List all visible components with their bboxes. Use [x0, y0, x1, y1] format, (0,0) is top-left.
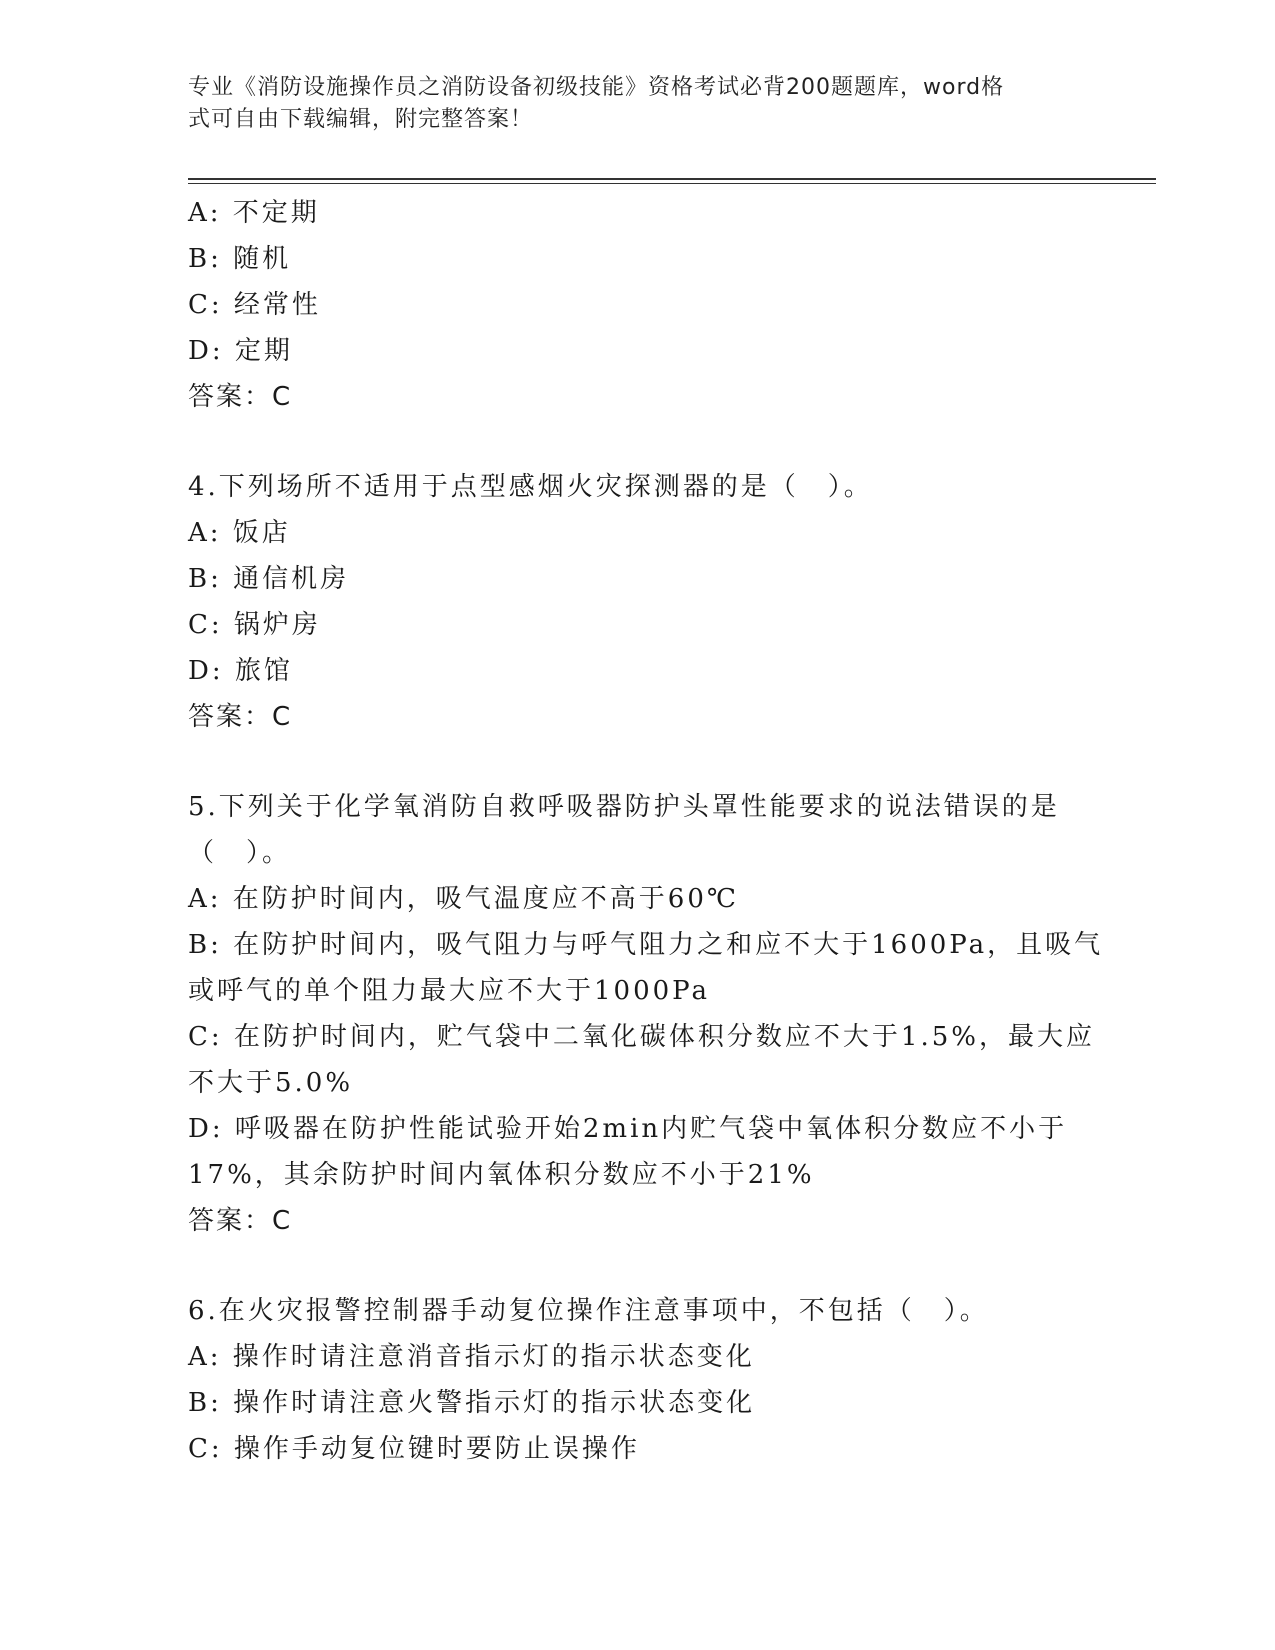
- q5-option-c-line-1: C: 在防护时间内，贮气袋中二氧化碳体积分数应不大于1.5%，最大应: [188, 1022, 1095, 1052]
- q4-option-a: A: 饭店: [188, 518, 291, 548]
- question-3: [188, 190, 1088, 420]
- q5-option-d-line-1: D: 呼吸器在防护性能试验开始2min内贮气袋中氧体积分数应不小于: [188, 1114, 1068, 1144]
- q3-option-c: C: 经常性: [188, 290, 321, 320]
- question-6: [188, 1288, 1088, 1472]
- q5-option-a: A: 在防护时间内，吸气温度应不高于60℃: [188, 884, 739, 914]
- q5-option-c-line-2: 不大于5.0%: [188, 1068, 354, 1098]
- q5-question-line-1: 5.下列关于化学氧消防自救呼吸器防护头罩性能要求的说法错误的是: [188, 792, 1060, 822]
- q3-option-a: A: 不定期: [188, 198, 320, 228]
- q3-answer: 答案：C: [188, 382, 293, 412]
- header-divider-thin: [188, 183, 1156, 184]
- q5-option-b-line-1: B: 在防护时间内，吸气阻力与呼气阻力之和应不大于1600Pa，且吸气: [188, 930, 1104, 960]
- header-line-2: 式可自由下载编辑，附完整答案！: [188, 107, 534, 132]
- header-divider-thick: [188, 178, 1156, 180]
- question-list: [188, 190, 1104, 1472]
- q5-option-d-line-2: 17%，其余防护时间内氧体积分数应不小于21%: [188, 1160, 815, 1190]
- q4-option-c: C: 锅炉房: [188, 610, 321, 640]
- q6-option-b: B: 操作时请注意火警指示灯的指示状态变化: [188, 1388, 756, 1418]
- q4-question: 4.下列场所不适用于点型感烟火灾探测器的是（ ）。: [188, 472, 873, 502]
- q6-question: 6.在火灾报警控制器手动复位操作注意事项中，不包括（ ）。: [188, 1296, 989, 1326]
- question-5: [188, 784, 1104, 1244]
- q4-option-b: B: 通信机房: [188, 564, 350, 594]
- question-4: [188, 464, 1088, 740]
- q5-option-b-line-2: 或呼气的单个阻力最大应不大于1000Pa: [188, 976, 710, 1006]
- document-header: [188, 72, 1068, 136]
- header-line-1: 专业《消防设施操作员之消防设备初级技能》资格考试必背200题题库，word格: [188, 75, 1005, 100]
- q6-option-c: C: 操作手动复位键时要防止误操作: [188, 1434, 640, 1464]
- spacer: [188, 1244, 1088, 1288]
- spacer: [188, 420, 1088, 464]
- q5-question-line-2: （ ）。: [188, 838, 292, 868]
- q4-option-d: D: 旅馆: [188, 656, 293, 686]
- q3-option-d: D: 定期: [188, 336, 293, 366]
- q5-answer: 答案：C: [188, 1206, 293, 1236]
- q4-answer: 答案：C: [188, 702, 293, 732]
- spacer: [188, 740, 1088, 784]
- q6-option-a: A: 操作时请注意消音指示灯的指示状态变化: [188, 1342, 755, 1372]
- q3-option-b: B: 随机: [188, 244, 292, 274]
